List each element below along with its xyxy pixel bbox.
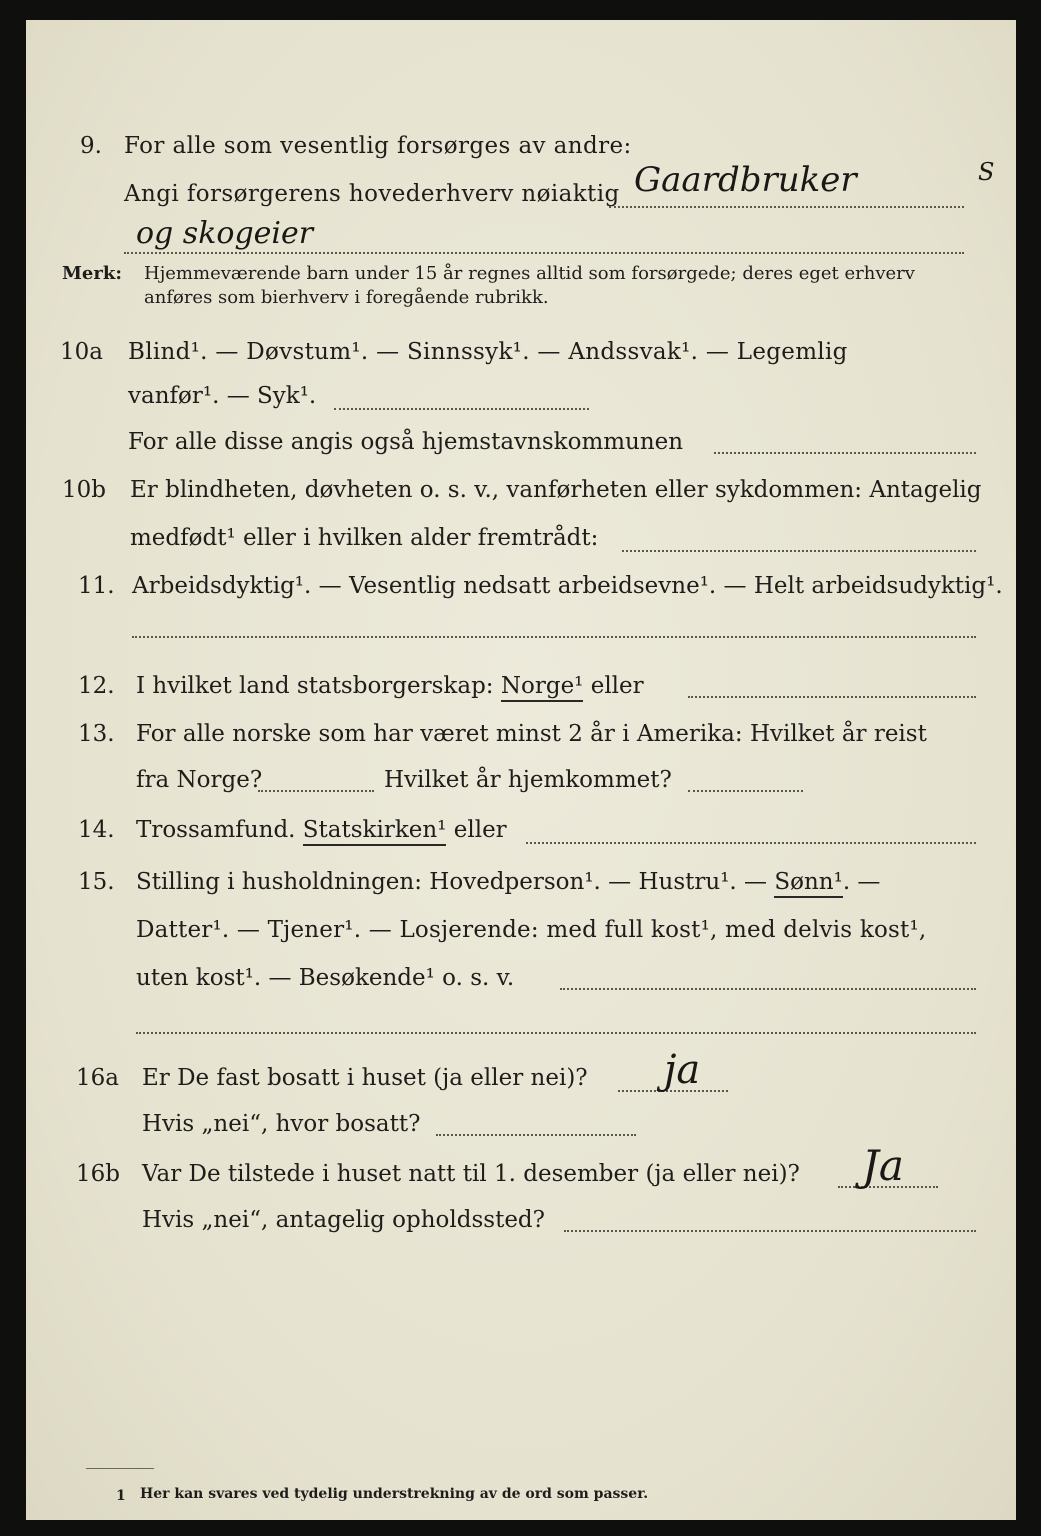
q16b-line1: Var De tilstede i huset natt til 1. desember (ja eller nei)? [142,1161,800,1187]
q14-prefix: Trossamfund. [136,817,296,843]
q9-handwritten-margin: S [978,158,995,186]
q12-answer-line [688,696,976,698]
q12-prefix: I hvilket land statsborgerskap: [136,673,494,699]
q14-answer-line [526,842,976,844]
q16a-line2: Hvis „nei“, hvor bosatt? [142,1111,421,1137]
q10a-line3: For alle disse angis også hjemstavnskommunen [128,429,684,455]
q15-number: 15. [78,869,115,895]
q15-answer-line [560,988,976,990]
q13-line2b: Hvilket år hjemkommet? [384,767,672,793]
q16a-residence-line [436,1134,636,1136]
q16a-line1: Er De fast bosatt i huset (ja eller nei)? [142,1065,588,1091]
q10a-answer-line-2 [714,452,976,454]
q13-number: 13. [78,721,115,747]
q16b-location-line [564,1230,976,1232]
q14-number: 14. [78,817,115,843]
q10b-line1: Er blindheten, døvheten o. s. v., vanførheten eller sykdommen: Antagelig [130,477,982,503]
q10b-line2: medfødt¹ eller i hvilken alder fremtrådt: [130,525,599,551]
q15-line2: Datter¹. — Tjener¹. — Losjerende: med full kost¹, med delvis kost¹, [136,917,927,943]
footnote-mark: 1 [116,1488,126,1504]
q10b-answer-line [622,550,976,552]
q9-handwritten-occupation: Gaardbruker [634,160,857,200]
q14-line [136,816,507,844]
q9-answer-line-2 [124,252,964,254]
merk-label: Merk: [62,263,122,284]
q13-year-returned-line [688,790,803,792]
q16b-handwritten-answer: Ja [862,1141,904,1190]
q9-answer-line [609,206,964,208]
q15-underlined-answer: Sønn¹ [774,869,842,898]
q13-line2a: fra Norge? [136,767,263,793]
q11-number: 11. [78,573,115,599]
q9-handwritten-occupation-cont: og skogeier [136,216,314,251]
q10a-answer-line [334,408,589,410]
q16a-number: 16a [76,1065,119,1091]
q15-line3: uten kost¹. — Besøkende¹ o. s. v. [136,965,515,991]
q10a-number: 10a [60,339,103,365]
q16a-handwritten-answer: ja [664,1047,701,1093]
q11-answer-line [132,636,976,638]
q12-suffix: eller [590,673,644,699]
q15-line1 [136,868,880,896]
q12-underlined-answer: Norge¹ [501,673,584,702]
q12-number: 12. [78,673,115,699]
merk-line1: Hjemmeværende barn under 15 år regnes alltid som forsørgede; deres eget erhverv [144,263,915,284]
q13-year-left-line [258,790,374,792]
q12-line [136,672,644,700]
q15-answer-line-2 [136,1032,976,1034]
q15-line1-b: . — [842,869,881,895]
q10b-number: 10b [62,477,106,503]
q16b-line2: Hvis „nei“, antagelig opholdssted? [142,1207,545,1233]
q9-line2: Angi forsørgerens hovederhverv nøiaktig [124,181,620,207]
q16b-number: 16b [76,1161,120,1187]
q14-suffix: eller [453,817,507,843]
footnote-text: Her kan svares ved tydelig understrekning av de ord som passer. [140,1486,649,1502]
footnote-rule [86,1468,154,1469]
merk-line2: anføres som bierhverv i foregående rubrikk. [144,287,549,308]
q14-underlined-answer: Statskirken¹ [303,817,447,846]
q9-number: 9. [80,133,102,159]
q9-line1: For alle som vesentlig forsørges av andre: [124,133,632,159]
q10a-line2: vanfør¹. — Syk¹. [128,383,317,409]
q13-line1: For alle norske som har været minst 2 år i Amerika: Hvilket år reist [136,721,927,747]
census-form-page [26,20,1016,1520]
q10a-line1: Blind¹. — Døvstum¹. — Sinnssyk¹. — Andssvak¹. — Legemlig [128,339,848,365]
q15-line1-a: Stilling i husholdningen: Hovedperson¹. — Hustru¹. — [136,869,768,895]
q11-line1: Arbeidsdyktig¹. — Vesentlig nedsatt arbeidsevne¹. — Helt arbeidsudyktig¹. [132,573,1003,599]
